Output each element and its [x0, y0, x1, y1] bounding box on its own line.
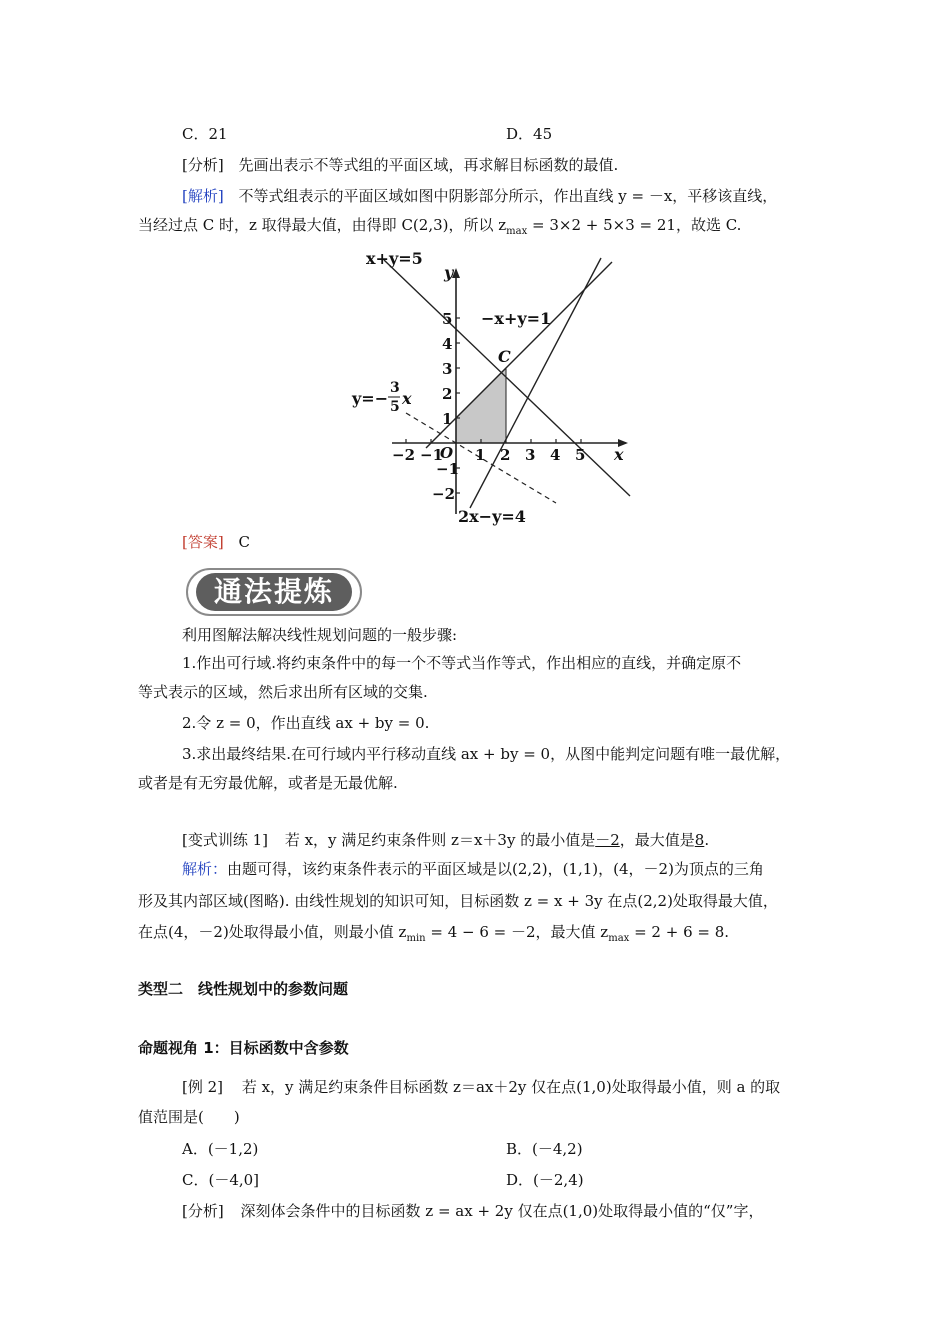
- x-tick-label: 4: [550, 446, 561, 464]
- label-y-fraction-prefix: y=−: [352, 389, 389, 408]
- analysis-2-tag: [分析]: [182, 1202, 224, 1220]
- option-c: C．21: [182, 125, 228, 143]
- solution-tag: [解析]: [182, 187, 224, 205]
- method-badge: [186, 568, 362, 616]
- x-tick-label: 1: [475, 446, 486, 464]
- analysis-2: [182, 1200, 763, 1222]
- variant-text-b: ，最大值是: [619, 831, 695, 849]
- variant-text-c: .: [704, 831, 710, 849]
- variant-max-value: 8: [694, 831, 705, 849]
- solution-1-line2: [138, 214, 741, 243]
- y-tick-label: 3: [442, 360, 453, 378]
- analysis-2-text: 深刻体会条件中的目标函数 z = ax + 2y 仅在点(1,0)处取得最小值的“仅”字，: [240, 1202, 764, 1220]
- feasible-region-figure: [340, 244, 640, 530]
- variant-solution-3: [138, 921, 729, 950]
- variant-solution-text-3a: 在点(4，－2)处取得最小值，则最小值 z: [138, 923, 407, 941]
- example-2-line1: [182, 1076, 780, 1098]
- y-tick-label: 1: [442, 410, 453, 428]
- badge-title: 通法提炼: [196, 573, 352, 611]
- variant-tag: [变式训练 1]: [182, 831, 269, 849]
- solution-text-1: 不等式组表示的平面区域如图中阴影部分所示，作出直线 y = －x，平移该直线，: [238, 187, 778, 205]
- subscript-max: max: [608, 933, 630, 944]
- subscript-max: max: [506, 226, 528, 237]
- variant-question: [182, 829, 709, 851]
- x-tick-label: 5: [575, 446, 586, 464]
- label-origin: O: [440, 444, 454, 462]
- analysis-text: 先画出表示不等式组的平面区域，再求解目标函数的最值.: [238, 156, 619, 174]
- method-step-2: 2.令 z = 0，作出直线 ax + by = 0.: [182, 714, 430, 732]
- section-type-2: 类型二 线性规划中的参数问题: [138, 980, 349, 998]
- variant-solution-text-3b: = 4 − 6 = －2，最大值 z: [425, 923, 609, 941]
- example-tag: [例 2]: [182, 1078, 224, 1096]
- label-x-plus-y-5: x+y=5: [366, 249, 423, 268]
- line-2x-minus-y-4: [470, 258, 601, 508]
- variant-solution-tag: 解析：: [182, 860, 228, 878]
- example-2-line2: 值范围是( ): [138, 1108, 240, 1126]
- answer-text: C: [238, 533, 250, 551]
- example-option-b: B．(－4,2): [506, 1140, 583, 1158]
- analysis-tag: [分析]: [182, 156, 224, 174]
- y-tick-label: −1: [436, 460, 460, 478]
- solution-1-line1: [182, 185, 777, 207]
- solution-text-2: 当经过点 C 时，z 取得最大值，由得即 C(2,3)，所以 z: [138, 216, 507, 234]
- example-option-d: D．(－2,4): [506, 1171, 584, 1189]
- method-step-1b: 等式表示的区域，然后求出所有区域的交集.: [138, 683, 428, 701]
- x-tick-label: −2: [392, 446, 416, 464]
- section-angle-1: 命题视角 1：目标函数中含参数: [138, 1039, 349, 1057]
- y-tick-label: 5: [442, 310, 453, 328]
- analysis-1: [182, 154, 618, 176]
- example-option-a: A．(－1,2): [182, 1140, 259, 1158]
- label-axis-x: x: [614, 445, 624, 464]
- label-y-fraction-den: 5: [390, 399, 400, 415]
- variant-text-a: 若 x，y 满足约束条件则 z＝x＋3y 的最小值是: [284, 831, 596, 849]
- y-tick-label: 4: [442, 335, 453, 353]
- y-tick-label: −2: [432, 485, 456, 503]
- method-step-1a: 1.作出可行域.将约束条件中的每一个不等式当作等式，作出相应的直线，并确定原不: [182, 654, 742, 672]
- variant-min-value: －2: [595, 831, 620, 849]
- subscript-min: min: [406, 933, 426, 944]
- variant-solution-text-3c: = 2 + 6 = 8.: [629, 923, 730, 941]
- method-intro: 利用图解法解决线性规划问题的一般步骤:: [182, 626, 458, 644]
- solution-text-2b: = 3×2 + 5×3 = 21，故选 C.: [527, 216, 742, 234]
- label-minus-x-plus-y-1: −x+y=1: [481, 309, 552, 328]
- x-tick-label: 2: [500, 446, 511, 464]
- answer-1: [182, 531, 250, 553]
- shaded-region: [456, 368, 506, 443]
- x-tick-label: 3: [525, 446, 536, 464]
- method-step-3b: 或者是有无穷最优解，或者是无最优解.: [138, 774, 398, 792]
- answer-tag: [答案]: [182, 533, 224, 551]
- option-d: D．45: [506, 125, 553, 143]
- x-tick-label: −1: [420, 446, 444, 464]
- label-2x-minus-y-4: 2x−y=4: [458, 507, 526, 526]
- y-tick-label: 2: [442, 385, 453, 403]
- example-text-1: 若 x，y 满足约束条件目标函数 z＝ax＋2y 仅在点(1,0)处取得最小值，则 a 的取: [241, 1078, 781, 1096]
- variant-solution-1: [182, 858, 764, 880]
- variant-solution-2: 形及其内部区域(图略). 由线性规划的知识可知，目标函数 z = x + 3y 在点(2,2)处取得最大值，: [138, 892, 778, 910]
- label-y-fraction-suffix: x: [402, 389, 412, 408]
- label-point-c: C: [498, 347, 511, 366]
- variant-solution-text-1: 由题可得，该约束条件表示的平面区域是以(2,2)，(1,1)，(4，－2)为顶点的三角: [227, 860, 764, 878]
- label-axis-y: y: [444, 263, 454, 282]
- method-step-3a: 3.求出最终结果.在可行域内平行移动直线 ax + by = 0，从图中能判定问题有唯一最优解，: [182, 745, 791, 763]
- example-option-c: C．(－4,0]: [182, 1171, 260, 1189]
- label-y-fraction-num: 3: [390, 380, 400, 396]
